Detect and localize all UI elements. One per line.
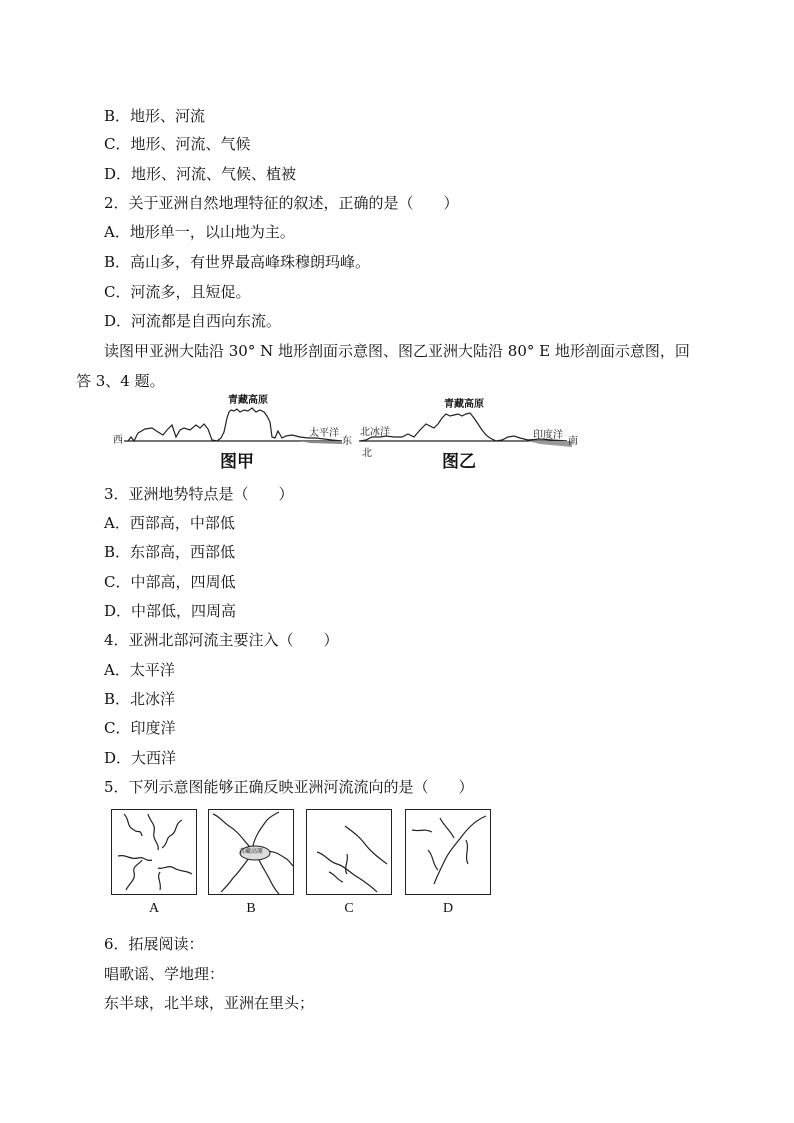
q1-option-d: D．地形、河流、气候、植被 xyxy=(104,165,297,183)
jia-ocean-label: 太平洋 xyxy=(309,428,339,439)
jia-figure-title: 图甲 xyxy=(220,452,254,472)
intro-line-2: 答 3、4 题。 xyxy=(76,372,165,390)
q6-line-2: 东半球，北半球，亚洲在里头； xyxy=(104,994,315,1012)
yi-plateau-label: 青藏高原 xyxy=(444,399,484,410)
q2-option-d: D．河流都是自西向东流。 xyxy=(104,312,282,330)
jia-plateau-label: 青藏高原 xyxy=(228,395,268,406)
river-lines-d xyxy=(406,810,490,894)
river-diagram-a xyxy=(111,809,197,895)
jia-west-label: 西 xyxy=(113,435,123,446)
river-lines-a xyxy=(112,810,196,894)
q4-option-c: C．印度洋 xyxy=(104,719,176,737)
river-diagram-d xyxy=(405,809,491,895)
q3-stem: 3．亚洲地势特点是（ ） xyxy=(104,485,294,503)
yi-north-label: 北 xyxy=(362,448,372,459)
jia-east-label: 东 xyxy=(342,436,352,447)
q2-option-a: A．地形单一，以山地为主。 xyxy=(104,223,295,241)
yi-south-label: 南 xyxy=(568,436,578,447)
q2-option-c: C．河流多，且短促。 xyxy=(104,283,251,301)
river-lines-c xyxy=(307,810,391,894)
q3-option-c: C．中部高，四周低 xyxy=(104,573,236,591)
q5-stem: 5．下列示意图能够正确反映亚洲河流流向的是（ ） xyxy=(104,778,474,796)
q1-option-b: B．地形、河流 xyxy=(104,107,206,125)
yi-figure-title: 图乙 xyxy=(442,452,476,472)
yi-ocean-north-label: 北冰洋 xyxy=(360,427,390,438)
q4-option-d: D．大西洋 xyxy=(104,749,177,767)
q6-stem: 6．拓展阅读： xyxy=(104,935,204,953)
river-diagram-b xyxy=(208,809,294,895)
q6-line-1: 唱歌谣、学地理： xyxy=(104,965,225,983)
box-label-d: D xyxy=(442,901,454,916)
box-b-plateau-label: 青藏高原 xyxy=(239,848,264,855)
yi-ocean-south-label: 印度洋 xyxy=(533,430,563,441)
q2-option-b: B．高山多，有世界最高峰珠穆朗玛峰。 xyxy=(104,253,371,271)
river-diagram-c xyxy=(306,809,392,895)
q3-option-a: A．西部高，中部低 xyxy=(104,514,235,532)
q2-stem: 2．关于亚洲自然地理特征的叙述，正确的是（ ） xyxy=(104,194,459,212)
q3-option-b: B．东部高，西部低 xyxy=(104,543,236,561)
profile-figure xyxy=(0,0,794,480)
box-label-c: C xyxy=(344,901,354,916)
q3-option-d: D．中部低，四周高 xyxy=(104,602,237,620)
q4-stem: 4．亚洲北部河流主要注入（ ） xyxy=(104,631,339,649)
q4-option-a: A．太平洋 xyxy=(104,661,175,679)
box-label-a: A xyxy=(148,901,160,916)
q4-option-b: B．北冰洋 xyxy=(104,690,176,708)
profile-diagrams xyxy=(0,0,794,480)
q1-option-c: C．地形、河流、气候 xyxy=(104,135,251,153)
intro-line-1: 读图甲亚洲大陆沿 30° N 地形剖面示意图、图乙亚洲大陆沿 80° E 地形剖面示意图，回 xyxy=(104,342,690,360)
box-label-b: B xyxy=(246,901,256,916)
